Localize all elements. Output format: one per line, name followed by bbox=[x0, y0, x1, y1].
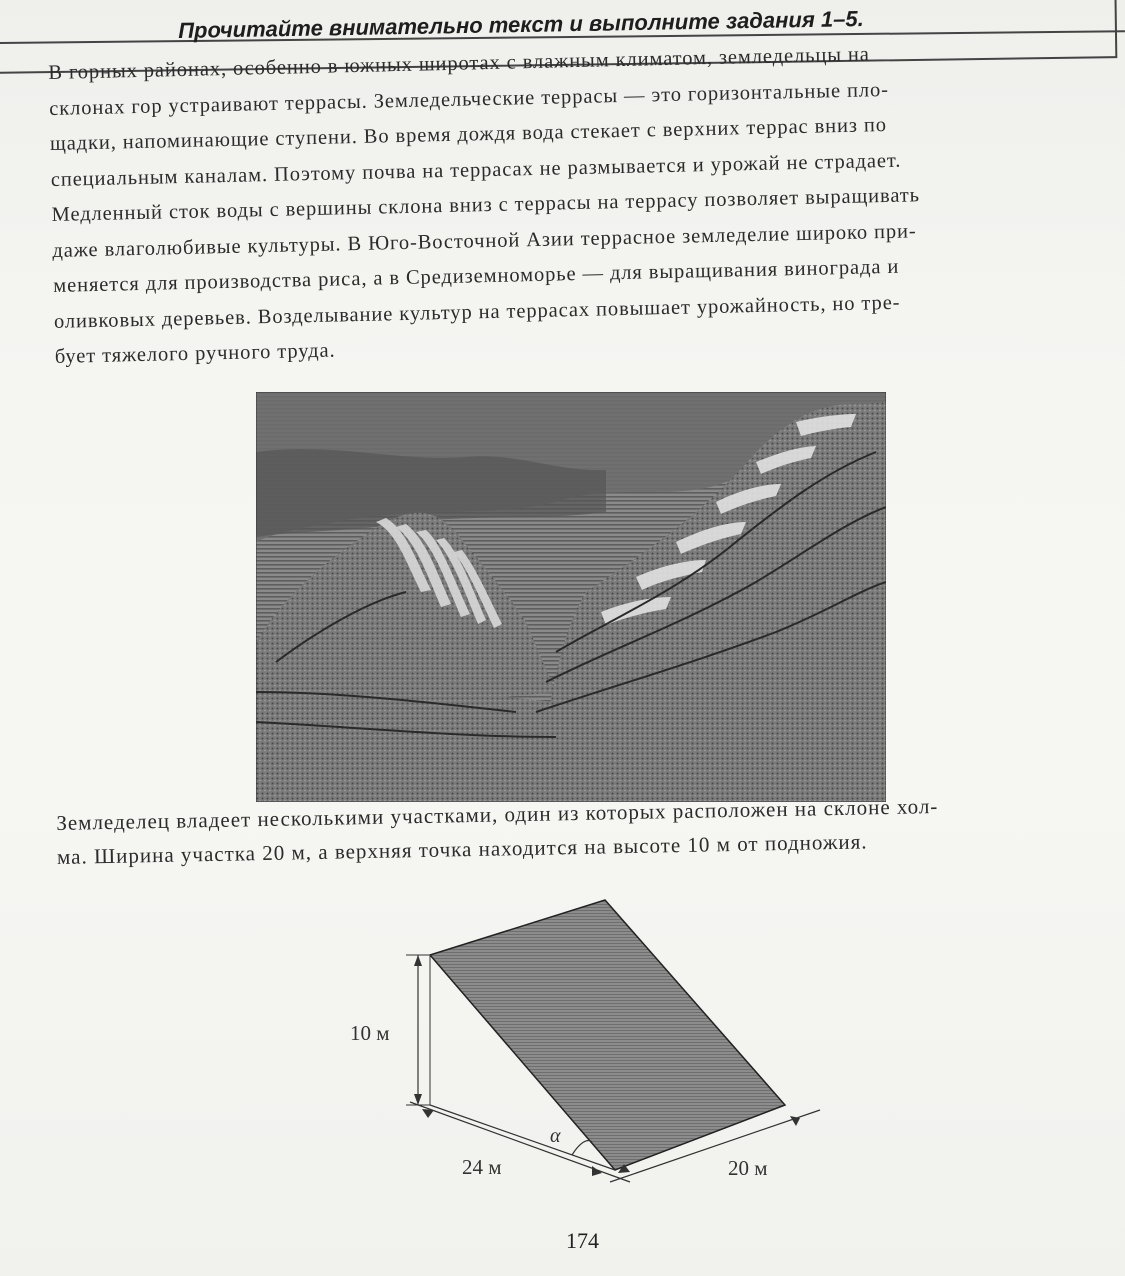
height-label: 10 м bbox=[350, 1021, 390, 1045]
rice-terraces-photo bbox=[256, 392, 886, 802]
text-line: специальным каналам. Поэтому почва на террасах не размывается и урожай не страдает. bbox=[50, 149, 902, 191]
text-line: склонах гор устраивают террасы. Земледельческие террасы — это горизонтальные пло- bbox=[48, 78, 890, 120]
task-header-title: Прочитайте внимательно текст и выполните задания 1–5. bbox=[178, 6, 864, 43]
text-line: оливковых деревьев. Возделывание культур на террасах повышает урожайность, но тре- bbox=[53, 291, 901, 333]
text-line: В горных районах, особенно в южных широтах с влажным климатом, земледельцы на bbox=[48, 43, 871, 84]
width-label: 20 м bbox=[728, 1156, 768, 1180]
text-line: щадки, напоминающие ступени. Во время дождя вода стекает с верхних террас вниз по bbox=[49, 113, 888, 155]
plot-surface bbox=[430, 900, 785, 1170]
text-line: бует тяжелого ручного труда. bbox=[54, 339, 336, 368]
angle-label: α bbox=[550, 1125, 561, 1147]
base-label: 24 м bbox=[462, 1155, 502, 1179]
main-text bbox=[48, 31, 1125, 375]
text-line: даже влаголюбивые культуры. В Юго-Восточной Азии террасное земледелие широко при- bbox=[52, 219, 917, 262]
text-line: Земледелец владеет несколькими участками, один из которых расположен на склоне хол- bbox=[56, 794, 939, 835]
text-line: меняется для производства риса, а в Средиземноморье — для выращивания винограда и bbox=[52, 255, 900, 297]
slope-plot-diagram bbox=[330, 880, 850, 1190]
text-line: Медленный сток воды с вершины склона вниз с террасы на террасу позволяет выращивать bbox=[51, 184, 921, 226]
page-number: 174 bbox=[566, 1228, 599, 1253]
text-line: ма. Ширина участка 20 м, а верхняя точка находится на высоте 10 м от подножия. bbox=[56, 829, 868, 869]
